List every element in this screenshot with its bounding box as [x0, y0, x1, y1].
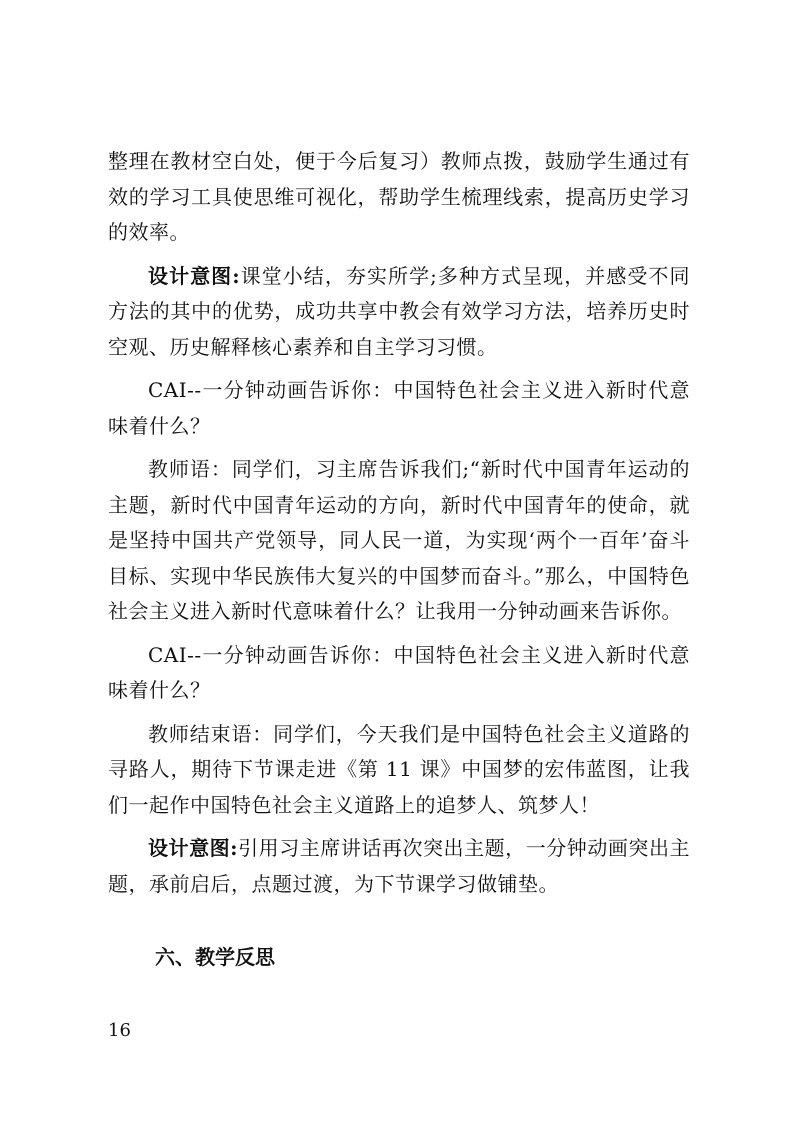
design-intent-label: 设计意图: [148, 836, 239, 860]
design-intent-label: 设计意图: [148, 263, 241, 288]
paragraph-4: 教师语：同学们，习主席告诉我们;“新时代中国青年运动的主题，新时代中国青年运动的方向，新时代中国青年的使命，就是坚持中国共产党领导，同人民一道，为实现‘两个一百年’奋斗目标、实现中华民族伟大复兴的中国梦而奋斗。”那么，中国特色社会主义进入新时代意味着什么？让我用一分钟动画来告诉你。 [108, 457, 690, 623]
paragraph-3: CAI--一分钟动画告诉你：中国特色社会主义进入新时代意味着什么？ [108, 378, 690, 438]
body-text [108, 144, 690, 910]
paragraph-2: 设计意图:课堂小结，夯实所学;多种方式呈现，并感受不同方法的其中的优势，成功共享中教会有效学习方法，培养历史时空观、历史解释核心素养和自主学习习惯。 [108, 263, 690, 359]
paragraph-1: 整理在教材空白处，便于今后复习）教师点拨，鼓励学生通过有效的学习工具使思维可视化，帮助学生梳理线索，提高历史学习的效率。 [108, 149, 690, 244]
paragraph-6: 教师结束语：同学们，今天我们是中国特色社会主义道路的寻路人，期待下节课走进《第 11 课》中国梦的宏伟蓝图，让我们一起作中国特色社会主义道路上的追梦人、筑梦人！ [108, 721, 690, 817]
paragraph-7: 设计意图:引用习主席讲话再次突出主题，一分钟动画突出主题，承前启后，点题过渡，为下节课学习做铺垫。 [108, 836, 691, 896]
page-number: 16 [108, 1020, 131, 1041]
section-heading: 六、教学反思 [155, 945, 275, 969]
paragraph-5: CAI--一分钟动画告诉你：中国特色社会主义进入新时代意味着什么？ [108, 642, 690, 702]
